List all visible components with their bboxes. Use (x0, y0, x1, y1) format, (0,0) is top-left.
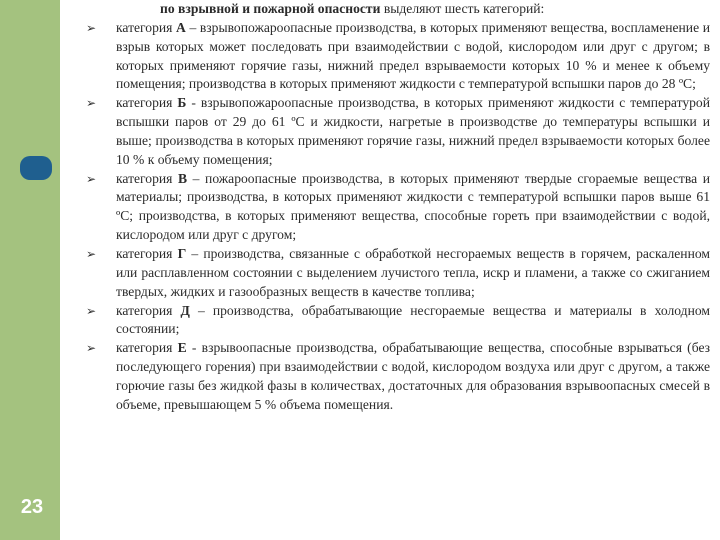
category-letter: В (178, 170, 188, 186)
category-item (86, 94, 710, 169)
intro-rest: выделяют шесть категорий: (380, 1, 545, 16)
category-prefix: категория (116, 302, 181, 318)
category-letter: Г (177, 245, 187, 261)
category-letter: Б (177, 95, 187, 111)
category-item (86, 170, 710, 245)
arrowhead-bullet-icon: ➢ (86, 96, 97, 111)
category-description: – взрывопожароопасные производства, в которых применяют вещества, воспламенение и взрыв которых может последовать при взаимодействии с водой, кислородом или друг с другом; в которых применяют горячие газы, нижний предел взрываемости которых 10 % и менее к объему помещения; производства в которых применяют жидкости с температурой вспышки паров до 28 ºС; (116, 19, 710, 92)
category-letter: А (176, 19, 186, 35)
arrowhead-bullet-icon: ➢ (86, 303, 97, 318)
category-item (86, 339, 710, 414)
category-item (86, 302, 710, 340)
category-prefix: категория (116, 340, 178, 356)
intro-bold: по взрывной и пожарной опасности (160, 1, 381, 16)
category-description: – производства, связанные с обработкой несгораемых веществ в горячем, раскаленном или расплавленном состоянии с выделением лучистого тепла, искр и пламени, а также со сжиганием твердых, жидких и газообразных веществ в качестве топлива; (116, 245, 710, 299)
category-letter: Е (177, 340, 187, 356)
intro-line (86, 0, 710, 19)
sidebar-notch (60, 20, 72, 540)
arrowhead-bullet-icon: ➢ (86, 171, 97, 186)
arrowhead-bullet-icon: ➢ (86, 341, 97, 356)
slide-content (86, 0, 710, 415)
category-item (86, 19, 710, 94)
arrowhead-bullet-icon: ➢ (86, 246, 97, 261)
category-list (86, 19, 710, 415)
slide-number: 23 (20, 496, 44, 518)
category-prefix: категория (116, 245, 178, 261)
arrowhead-bullet-icon: ➢ (86, 20, 97, 35)
slide-sidebar (0, 0, 60, 540)
category-description: – пожароопасные производства, в которых применяют твердые сгораемые вещества и материалы; производства, в которых применяют жидкости с температурой вспышки паров выше 61 ºС; производства, в которых применяют вещества, способные гореть при взаимодействии с водой, кислородом или друг с другом; (116, 170, 710, 243)
category-description: – производства, обрабатывающие несгораемые вещества и материалы в холодном состоянии; (116, 302, 710, 337)
slide-tab-decoration (20, 156, 52, 180)
category-description: - взрывоопасные производства, обрабатывающие вещества, способные взрываться (без последующего горения) при взаимодействии с водой, кислородом воздуха или друг с другом, а также горючие газы без жидкой фазы в количествах, достаточных для образования взрывоопасных смесей в объеме, превышающем 5 % объема помещения. (116, 340, 711, 412)
category-prefix: категория (116, 95, 178, 111)
category-item (86, 245, 710, 302)
category-description: - взрывопожароопасные производства, в которых применяют жидкости с температурой вспышки паров от 29 до 61 ºС и жидкости, нагретые в производстве до температуры вспышки и выше; производства в которых применяют горячие газы, нижний предел взрываемости которых более 10 % к объему помещения; (116, 95, 710, 167)
category-letter: Д (180, 302, 190, 318)
category-prefix: категория (116, 170, 178, 186)
category-prefix: категория (116, 19, 177, 35)
